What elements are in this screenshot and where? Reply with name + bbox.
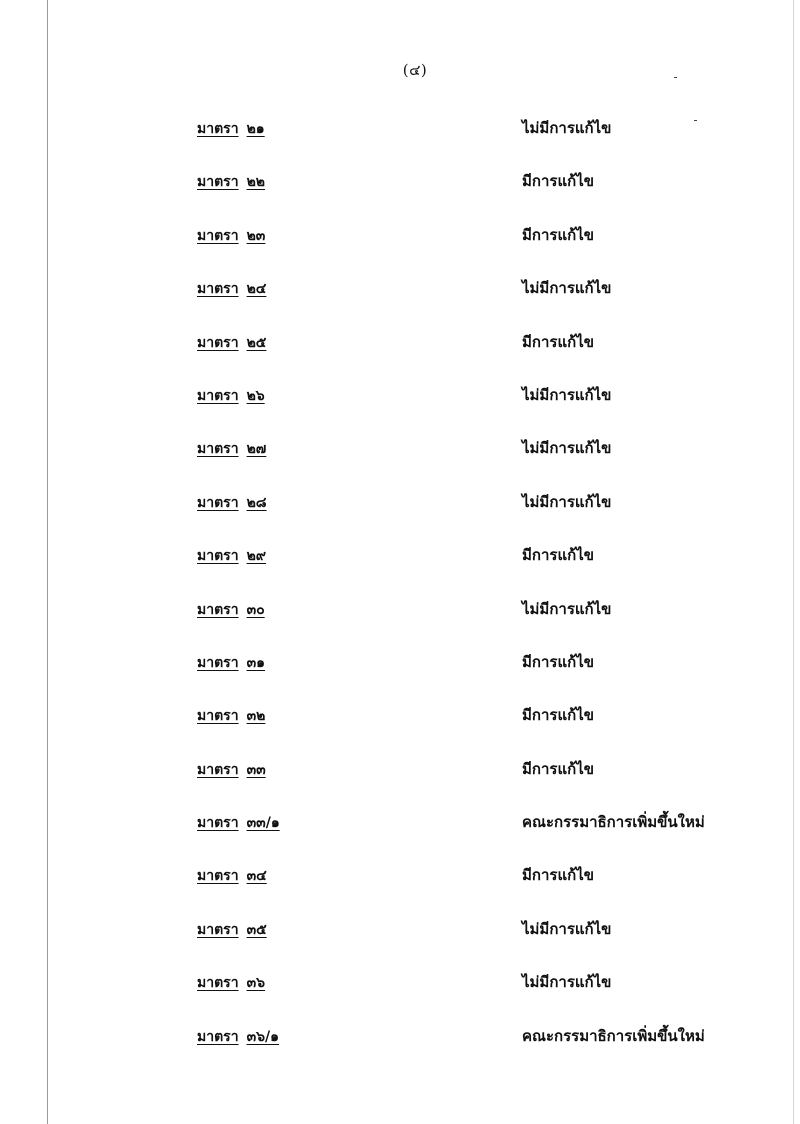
section-label: มาตรา ๓๕ bbox=[197, 921, 267, 938]
list-item bbox=[0, 225, 800, 278]
section-label: มาตรา ๓๔ bbox=[197, 868, 267, 885]
amendment-status: มีการแก้ไข bbox=[522, 866, 594, 885]
section-label: มาตรา ๒๙ bbox=[197, 548, 267, 565]
amendment-status: มีการแก้ไข bbox=[522, 759, 594, 778]
amendment-status: ไม่มีการแก้ไข bbox=[522, 919, 612, 938]
amendment-status: คณะกรรมาธิการเพิ่มขึ้นใหม่ bbox=[522, 813, 705, 832]
amendment-status: ไม่มีการแก้ไข bbox=[522, 279, 612, 298]
page-number: (๔) bbox=[402, 61, 428, 79]
section-label: มาตรา ๓๒ bbox=[197, 708, 266, 725]
section-label: มาตรา ๓๖/๑ bbox=[197, 1028, 280, 1045]
section-label: มาตรา ๓๑ bbox=[197, 654, 266, 671]
section-label: มาตรา ๒๕ bbox=[197, 334, 267, 351]
section-label: มาตรา ๒๓ bbox=[197, 227, 266, 244]
section-label: มาตรา ๒๑ bbox=[197, 121, 265, 137]
amendment-status: มีการแก้ไข bbox=[522, 332, 594, 351]
section-label: มาตรา ๒๘ bbox=[197, 494, 267, 511]
amendment-status: คณะกรรมาธิการเพิ่มขึ้นใหม่ bbox=[522, 1026, 705, 1045]
scan-speck bbox=[674, 77, 677, 78]
amendment-status: มีการแก้ไข bbox=[522, 706, 594, 725]
amendment-status: มีการแก้ไข bbox=[522, 172, 594, 191]
list-item bbox=[0, 332, 800, 385]
amendment-status: มีการแก้ไข bbox=[522, 225, 594, 244]
list-item bbox=[0, 812, 800, 865]
list-item bbox=[0, 652, 800, 705]
amendment-status: ไม่มีการแก้ไข bbox=[522, 119, 612, 137]
amendment-status: ไม่มีการแก้ไข bbox=[522, 492, 612, 511]
list-item bbox=[0, 1026, 800, 1079]
list-item bbox=[0, 118, 800, 171]
section-list bbox=[0, 118, 800, 1079]
list-item bbox=[0, 545, 800, 598]
list-item bbox=[0, 492, 800, 545]
list-item bbox=[0, 972, 800, 1025]
list-item bbox=[0, 278, 800, 331]
list-item bbox=[0, 759, 800, 812]
list-item bbox=[0, 705, 800, 758]
list-item bbox=[0, 599, 800, 652]
section-label: มาตรา ๓๖ bbox=[197, 975, 266, 992]
amendment-status: มีการแก้ไข bbox=[522, 652, 594, 671]
amendment-status: มีการแก้ไข bbox=[522, 546, 594, 565]
list-item bbox=[0, 171, 800, 224]
list-item bbox=[0, 438, 800, 491]
section-label: มาตรา ๒๗ bbox=[197, 441, 267, 458]
list-item bbox=[0, 865, 800, 918]
section-label: มาตรา ๓๓/๑ bbox=[197, 815, 280, 832]
amendment-status: ไม่มีการแก้ไข bbox=[522, 439, 612, 458]
section-label: มาตรา ๓๓ bbox=[197, 761, 266, 778]
amendment-status: ไม่มีการแก้ไข bbox=[522, 385, 612, 404]
list-item bbox=[0, 919, 800, 972]
section-label: มาตรา ๓๐ bbox=[197, 601, 265, 618]
amendment-status: ไม่มีการแก้ไข bbox=[522, 599, 612, 618]
section-label: มาตรา ๒๖ bbox=[197, 387, 265, 404]
section-label: มาตรา ๒๔ bbox=[197, 281, 267, 298]
amendment-status: ไม่มีการแก้ไข bbox=[522, 973, 612, 992]
list-item bbox=[0, 385, 800, 438]
section-label: มาตรา ๒๒ bbox=[197, 174, 266, 191]
